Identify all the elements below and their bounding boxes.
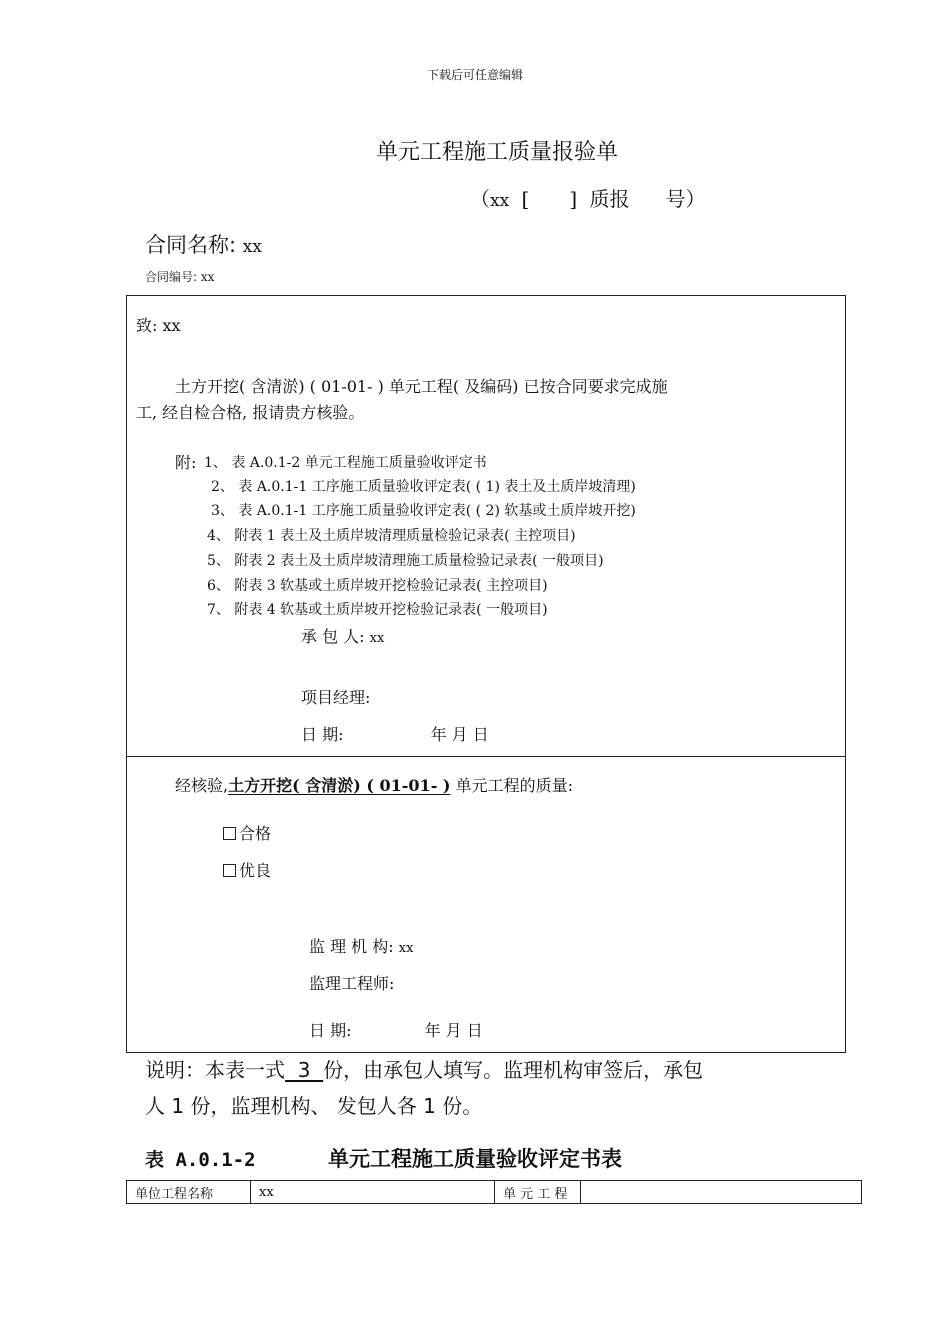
report-number-code: xx	[490, 191, 510, 211]
addressee-label: 致:	[136, 316, 158, 335]
review-statement	[175, 773, 573, 796]
table2-code: 表 A.0.1-2	[145, 1149, 256, 1171]
review-suffix: 单元工程的质量:	[455, 776, 573, 795]
note-copies: 3	[285, 1058, 324, 1082]
review-prefix: 经核验,	[175, 776, 229, 795]
contract-number-value: xx	[200, 270, 215, 284]
unit-label: 单 元 工 程	[495, 1181, 581, 1204]
attachment-item-6: 6、 附表 3 软基或土质岸坡开挖检验记录表( 主控项目)	[207, 578, 548, 594]
unit-value	[581, 1181, 862, 1204]
attachments-label: 附:	[175, 453, 197, 472]
supervisor-org-value: xx	[398, 941, 414, 956]
addressee	[136, 313, 181, 336]
report-number-open: （	[470, 187, 490, 211]
option-pass-label: 合格	[239, 824, 272, 843]
option-excellent[interactable]	[223, 858, 271, 881]
contractor-value: xx	[369, 631, 385, 646]
report-number-label: 质报	[589, 187, 630, 211]
submission-section	[126, 295, 846, 757]
header-note: 下载后可任意编辑	[426, 68, 523, 82]
submission-date-ymd: 年 月 日	[430, 725, 489, 744]
project-manager-label: 项目经理:	[301, 688, 371, 707]
report-number-bracket-close: ]	[569, 187, 578, 211]
unit-table	[126, 1180, 862, 1204]
note-prefix: 说明：本表一式	[145, 1058, 285, 1082]
page-title: 单元工程施工质量报验单	[376, 140, 619, 165]
pass-checkbox[interactable]	[223, 827, 236, 840]
supervisor-org-label: 监 理 机 构:	[309, 937, 394, 956]
review-date	[309, 1018, 483, 1041]
attachment-item-4: 4、 附表 1 表土及土质岸坡清理质量检验记录表( 主控项目)	[207, 528, 576, 544]
table-row	[127, 1181, 862, 1204]
attachment-item-3: 3、 表 A.0.1-1 工序施工质量验收评定表( ( 2) 软基或土质岸坡开挖)	[211, 503, 636, 519]
note-line-2: 人 1 份，监理机构、 发包人各 1 份。	[145, 1094, 483, 1118]
review-date-label: 日 期:	[309, 1021, 352, 1040]
contract-number-label: 合同编号:	[145, 270, 198, 284]
supervisor-engineer-label: 监理工程师:	[309, 974, 395, 993]
submission-date	[301, 722, 489, 745]
contract-name-label: 合同名称:	[145, 233, 237, 257]
excellent-checkbox[interactable]	[223, 864, 236, 877]
option-pass[interactable]	[223, 821, 271, 844]
contractor-label: 承 包 人:	[301, 627, 365, 646]
contractor	[301, 624, 384, 647]
report-number-suffix: 号）	[665, 187, 706, 211]
attachment-item-7: 7、 附表 4 软基或土质岸坡开挖检验记录表( 一般项目)	[207, 602, 548, 618]
attachment-item-5: 5、 附表 2 表土及土质岸坡清理施工质量检验记录表( 一般项目)	[207, 553, 604, 569]
note-line-1	[145, 1054, 703, 1083]
table2-title: 单元工程施工质量验收评定书表	[328, 1147, 622, 1171]
submission-date-label: 日 期:	[301, 725, 344, 744]
contract-name-value: xx	[242, 237, 262, 257]
note-rest: 份，由承包人填写。监理机构审签后，承包	[323, 1058, 704, 1082]
addressee-value: xx	[162, 316, 181, 335]
body-line-2: 工, 经自检合格, 报请贵方核验。	[136, 403, 365, 422]
review-date-ymd: 年 月 日	[424, 1021, 483, 1040]
unit-project-label: 单位工程名称	[127, 1181, 251, 1204]
contract-name	[145, 229, 262, 259]
contract-number	[145, 268, 214, 285]
report-number	[470, 183, 706, 212]
review-unit: 土方开挖( 含清淤) ( 01-01- )	[228, 776, 451, 795]
supervisor-org	[309, 934, 413, 957]
option-excellent-label: 优良	[239, 861, 272, 880]
attachment-item-1: 1、 表 A.0.1-2 单元工程施工质量验收评定书	[204, 455, 487, 471]
attachment-item-2: 2、 表 A.0.1-1 工序施工质量验收评定表( ( 1) 表土及土质岸坡清理)	[211, 479, 636, 495]
unit-project-value: xx	[251, 1181, 495, 1204]
review-section	[126, 756, 846, 1053]
body-line-1: 土方开挖( 含清淤) ( 01-01- ) 单元工程( 及编码) 已按合同要求完成施	[175, 377, 668, 396]
report-number-bracket-open: [	[521, 187, 530, 211]
